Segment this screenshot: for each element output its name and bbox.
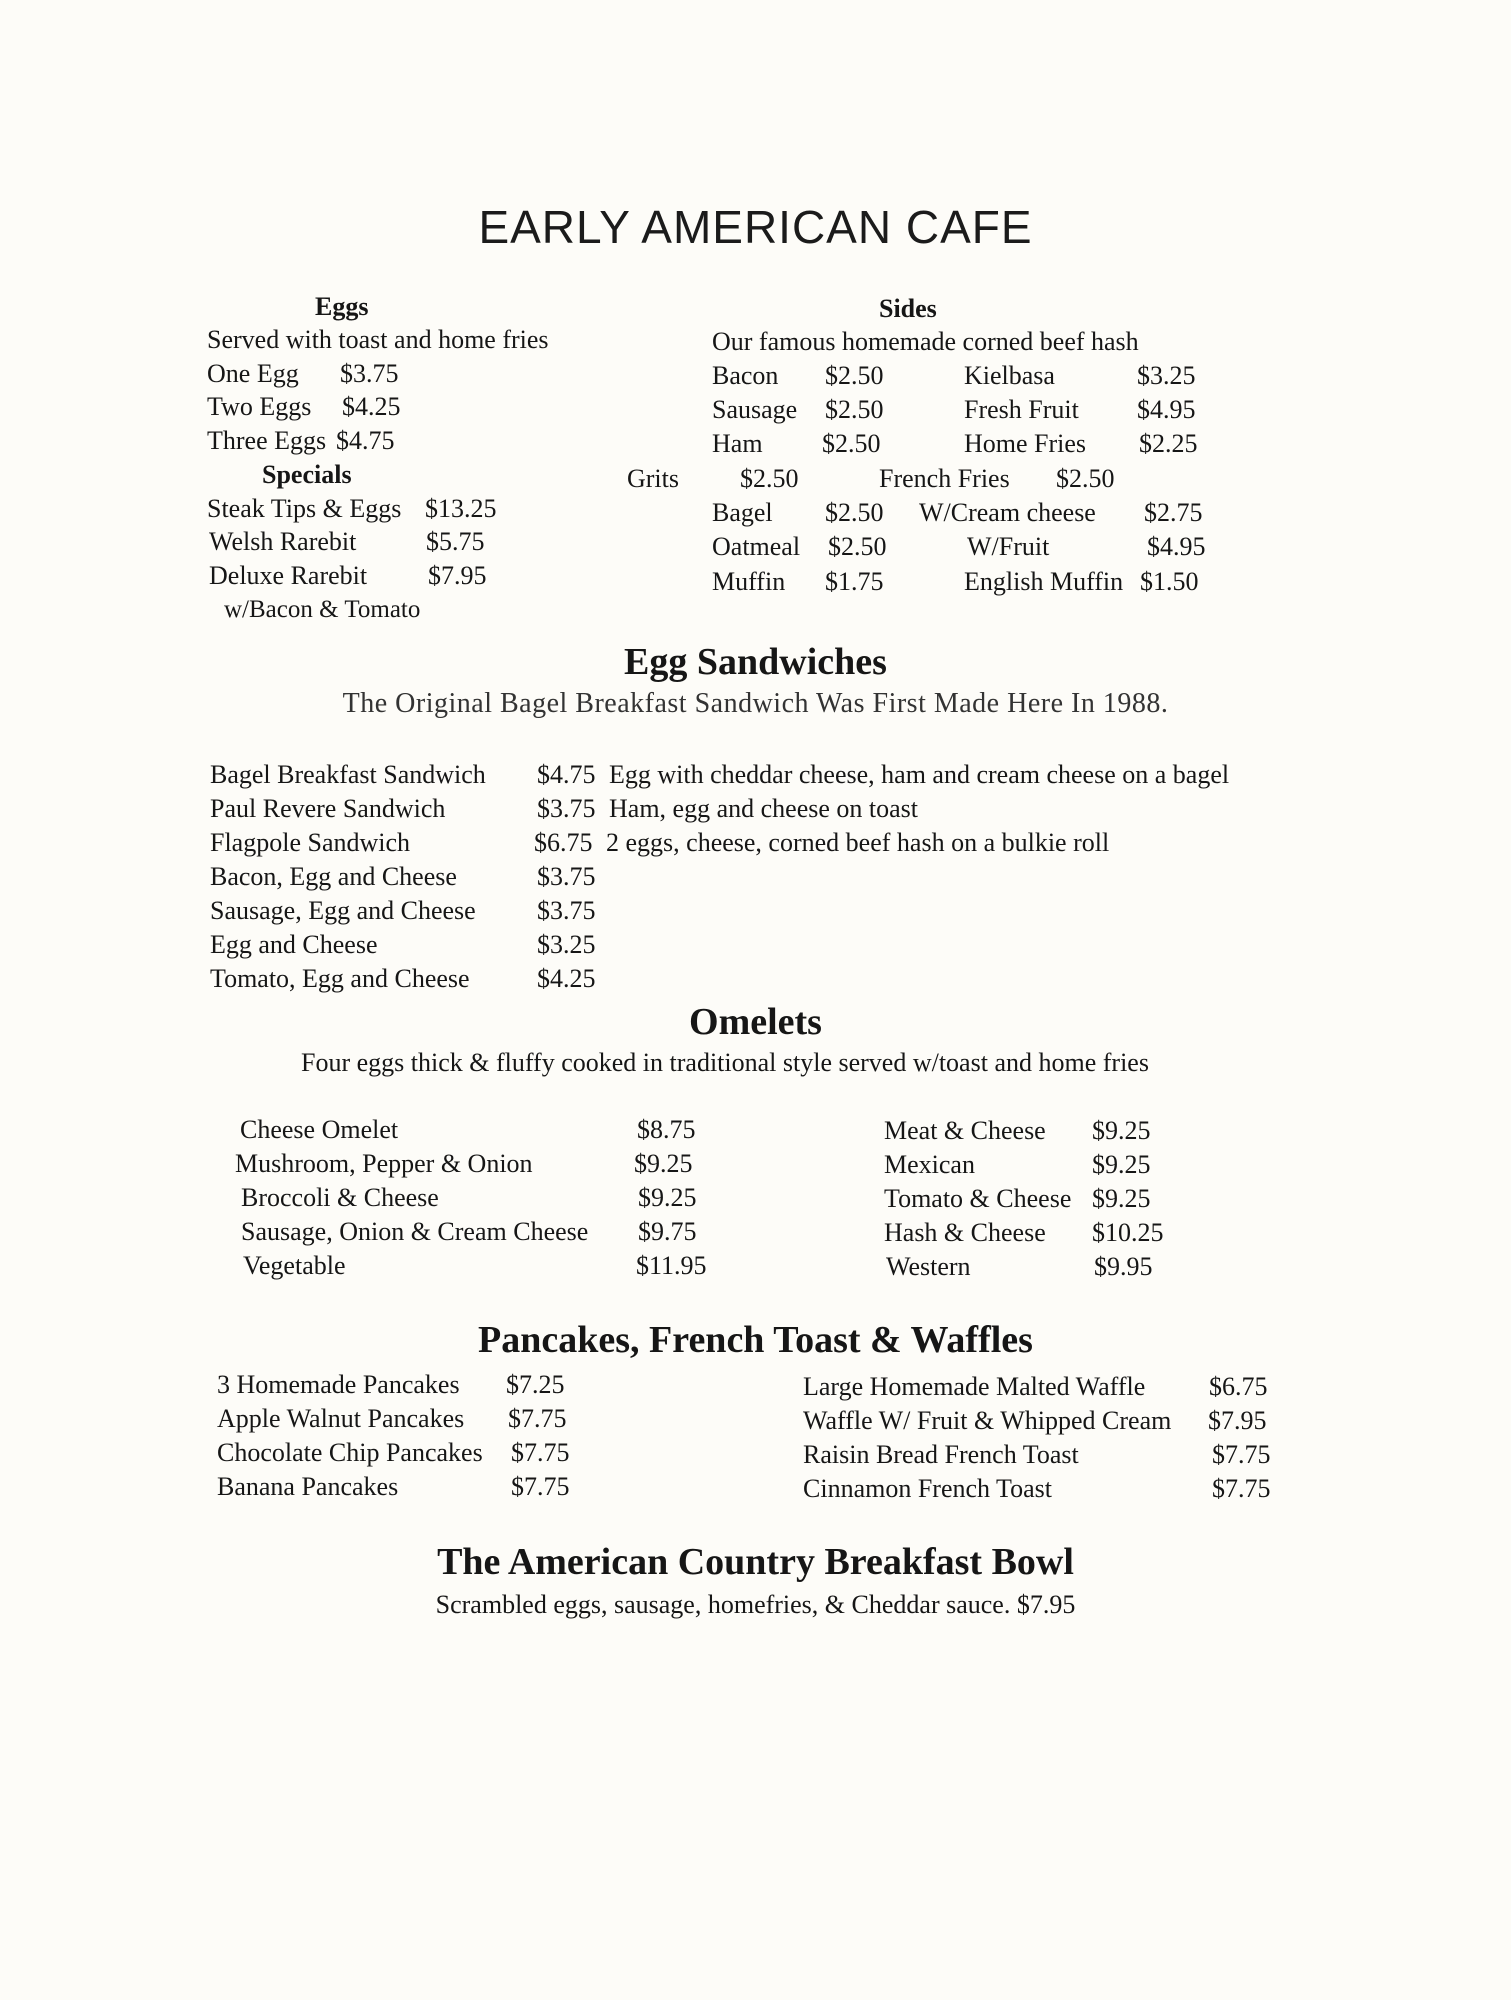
omelet-price: $8.75 (637, 1115, 696, 1144)
sides-item-price: $3.25 (1137, 361, 1196, 390)
pancake-price: $7.75 (508, 1404, 567, 1433)
sides-item-name: Oatmeal (712, 532, 801, 561)
specials-heading: Specials (262, 460, 352, 489)
sandwich-price: $3.75 (537, 862, 596, 891)
omelet-price: $10.25 (1092, 1218, 1164, 1247)
omelet-name: Hash & Cheese (884, 1218, 1046, 1247)
sandwich-price: $3.25 (537, 930, 596, 959)
eggs-item-name: Two Eggs (207, 392, 312, 421)
sides-item-name: Home Fries (964, 429, 1087, 458)
pancake-price: $7.75 (1212, 1474, 1271, 1503)
omelet-name: Meat & Cheese (884, 1116, 1046, 1145)
sides-item-name: Kielbasa (964, 361, 1055, 390)
pancake-price: $7.75 (511, 1472, 570, 1501)
pancake-price: $7.75 (511, 1438, 570, 1467)
sides-item-price: $1.50 (1140, 567, 1199, 596)
pancake-price: $7.75 (1212, 1440, 1271, 1469)
sides-item-name: Muffin (712, 567, 786, 596)
pancakes-heading: Pancakes, French Toast & Waffles (478, 1319, 1033, 1361)
omelet-price: $9.25 (634, 1149, 693, 1178)
sandwich-desc: 2 eggs, cheese, corned beef hash on a bulkie roll (606, 828, 1110, 857)
sides-item-price: $1.75 (825, 567, 884, 596)
sandwich-price: $6.75 (534, 828, 593, 857)
sides-item-name: W/Cream cheese (919, 498, 1096, 527)
sandwich-name: Egg and Cheese (210, 930, 378, 959)
eggs-item-name: Three Eggs (207, 426, 327, 455)
eggs-item-price: $4.25 (342, 392, 401, 421)
sides-subtitle: Our famous homemade corned beef hash (712, 327, 1139, 356)
specials-note: w/Bacon & Tomato (224, 596, 421, 623)
pancake-name: Raisin Bread French Toast (803, 1440, 1079, 1469)
sandwich-price: $3.75 (537, 794, 596, 823)
omelet-name: Mushroom, Pepper & Onion (235, 1149, 533, 1178)
sides-item-price: $2.75 (1144, 498, 1203, 527)
omelet-price: $9.95 (1094, 1252, 1153, 1281)
eggs-item-price: $3.75 (340, 359, 399, 388)
specials-item-price: $13.25 (425, 494, 497, 523)
pancake-name: Waffle W/ Fruit & Whipped Cream (803, 1406, 1172, 1435)
omelet-name: Mexican (884, 1150, 975, 1179)
sides-item-name: French Fries (879, 464, 1010, 493)
omelet-price: $9.25 (1092, 1150, 1151, 1179)
sides-item-name: Bacon (712, 361, 779, 390)
sides-item-name: W/Fruit (967, 532, 1050, 561)
sides-heading: Sides (879, 294, 937, 323)
eggs-item-name: One Egg (207, 359, 299, 388)
omelet-name: Tomato & Cheese (884, 1184, 1072, 1213)
sandwich-price: $4.25 (537, 964, 596, 993)
sides-item-price: $2.50 (825, 361, 884, 390)
sandwich-name: Bacon, Egg and Cheese (210, 862, 457, 891)
egg-sandwiches-subtitle: The Original Bagel Breakfast Sandwich Was First Made Here In 1988. (342, 688, 1169, 719)
eggs-item-price: $4.75 (336, 426, 395, 455)
sandwich-name: Flagpole Sandwich (210, 828, 411, 857)
eggs-subtitle: Served with toast and home fries (207, 325, 549, 354)
sides-item-price: $2.50 (740, 464, 799, 493)
sandwich-name: Tomato, Egg and Cheese (210, 964, 470, 993)
omelets-subtitle: Four eggs thick & fluffy cooked in traditional style served w/toast and home fries (301, 1048, 1149, 1077)
sides-item-price: $2.50 (825, 498, 884, 527)
omelet-price: $11.95 (636, 1251, 707, 1280)
sides-item-price: $2.25 (1139, 429, 1198, 458)
sides-item-name: Fresh Fruit (964, 395, 1079, 424)
pancake-name: 3 Homemade Pancakes (217, 1370, 460, 1399)
pancake-name: Banana Pancakes (217, 1472, 399, 1501)
specials-item-name: Steak Tips & Eggs (207, 494, 402, 523)
sandwich-price: $3.75 (537, 896, 596, 925)
sandwich-name: Sausage, Egg and Cheese (210, 896, 476, 925)
pancake-price: $6.75 (1209, 1372, 1268, 1401)
omelet-name: Vegetable (243, 1251, 346, 1280)
specials-item-price: $7.95 (428, 561, 487, 590)
sandwich-desc: Egg with cheddar cheese, ham and cream cheese on a bagel (609, 760, 1230, 789)
omelets-heading: Omelets (689, 1001, 822, 1043)
omelet-price: $9.25 (1092, 1184, 1151, 1213)
pancake-price: $7.25 (506, 1370, 565, 1399)
specials-item-price: $5.75 (426, 527, 485, 556)
bowl-description: Scrambled eggs, sausage, homefries, & Cheddar sauce. $7.95 (435, 1590, 1076, 1619)
sides-item-name: Grits (627, 464, 679, 493)
sides-item-name: Ham (712, 429, 763, 458)
sides-item-price: $2.50 (1056, 464, 1115, 493)
sandwich-name: Bagel Breakfast Sandwich (210, 760, 486, 789)
omelet-name: Broccoli & Cheese (241, 1183, 439, 1212)
sides-item-name: Sausage (712, 395, 798, 424)
sandwich-desc: Ham, egg and cheese on toast (609, 794, 919, 823)
pancake-name: Chocolate Chip Pancakes (217, 1438, 483, 1467)
eggs-heading: Eggs (315, 292, 369, 321)
pancake-name: Apple Walnut Pancakes (217, 1404, 465, 1433)
omelet-name: Cheese Omelet (240, 1115, 399, 1144)
specials-item-name: Deluxe Rarebit (209, 561, 368, 590)
sandwich-name: Paul Revere Sandwich (210, 794, 446, 823)
omelet-price: $9.25 (638, 1183, 697, 1212)
specials-item-name: Welsh Rarebit (209, 527, 357, 556)
sides-item-price: $4.95 (1137, 395, 1196, 424)
sides-item-price: $4.95 (1147, 532, 1206, 561)
egg-sandwiches-heading: Egg Sandwiches (624, 641, 887, 683)
omelet-name: Sausage, Onion & Cream Cheese (241, 1217, 589, 1246)
pancake-name: Large Homemade Malted Waffle (803, 1372, 1146, 1401)
pancake-price: $7.95 (1208, 1406, 1267, 1435)
sides-item-price: $2.50 (825, 395, 884, 424)
bowl-heading: The American Country Breakfast Bowl (437, 1541, 1074, 1583)
omelet-price: $9.25 (1092, 1116, 1151, 1145)
omelet-price: $9.75 (638, 1217, 697, 1246)
sides-item-price: $2.50 (828, 532, 887, 561)
omelet-name: Western (886, 1252, 971, 1281)
sandwich-price: $4.75 (537, 760, 596, 789)
pancake-name: Cinnamon French Toast (803, 1474, 1053, 1503)
sides-item-name: English Muffin (964, 567, 1124, 596)
sides-item-price: $2.50 (822, 429, 881, 458)
page-title: EARLY AMERICAN CAFE (478, 201, 1033, 253)
sides-item-name: Bagel (712, 498, 773, 527)
